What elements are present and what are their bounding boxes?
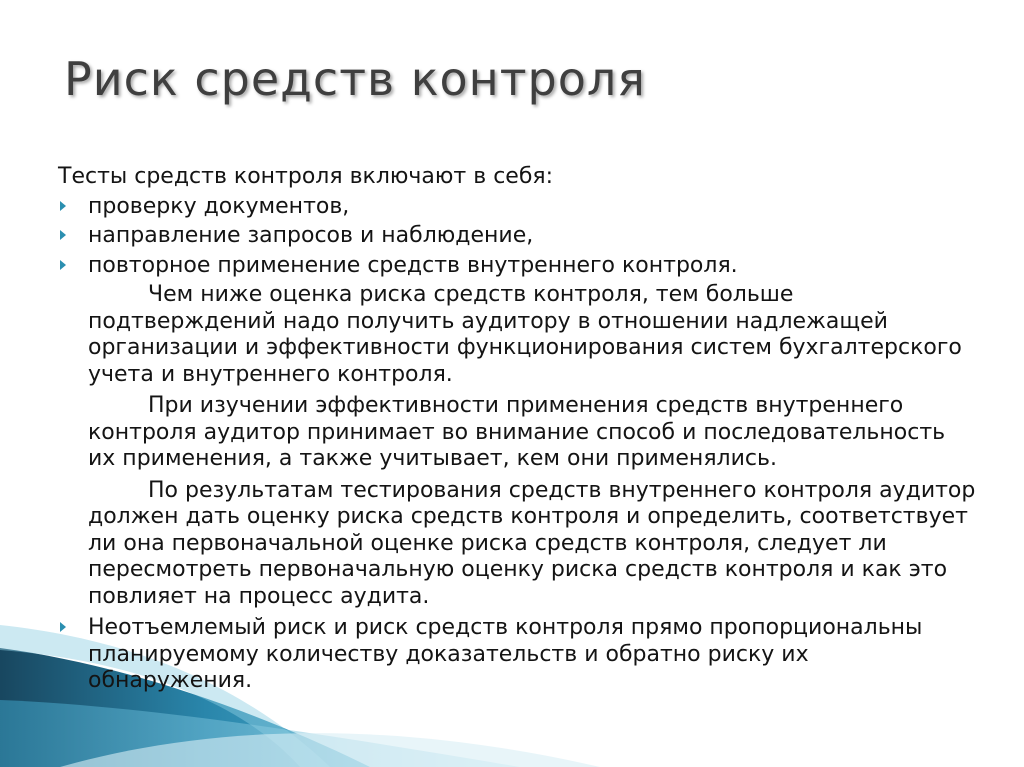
bullet-text: направление запросов и наблюдение, <box>88 223 534 248</box>
list-item <box>58 615 978 695</box>
list-item <box>58 253 978 280</box>
slide-title: Риск средств контроля <box>64 52 646 106</box>
list-item <box>58 194 978 221</box>
bullet-arrow-icon <box>60 201 66 211</box>
bullet-text: повторное применение средств внутреннего контроля. <box>88 252 738 278</box>
list-item <box>58 223 978 250</box>
bullet-list <box>58 194 978 280</box>
slide-body <box>58 164 978 695</box>
intro-text: Тесты средств контроля включают в себя: <box>58 164 554 189</box>
paragraph: По результатам тестирования средств внутреннего контроля аудитор должен дать оценку риска средств контроля и определить, соответствует ли она первоначальной оценке риска средств контроля, следует ли пересмотреть первоначальную оценку риска средств контроля и как это повлияет на процесс аудита. <box>88 477 976 609</box>
bullet-arrow-icon <box>60 622 66 632</box>
paragraph: При изучении эффективности применения средств внутреннего контроля аудитор принимает во внимание способ и последовательность их применения, а также учитывает, кем они применялись. <box>88 393 946 471</box>
bullet-arrow-icon <box>60 260 66 270</box>
bullet-arrow-icon <box>60 230 66 240</box>
bullet-text: проверку документов, <box>88 193 350 219</box>
bullet-text: Неотъемлемый риск и риск средств контроля прямо пропорциональны планируемому количеству доказательств и обратно риску их обнаружения. <box>88 615 923 693</box>
paragraph: Чем ниже оценка риска средств контроля, тем больше подтверждений надо получить аудитору в отношении надлежащей организации и эффективности функционирования систем бухгалтерского учета и внутреннего контроля. <box>88 282 962 387</box>
